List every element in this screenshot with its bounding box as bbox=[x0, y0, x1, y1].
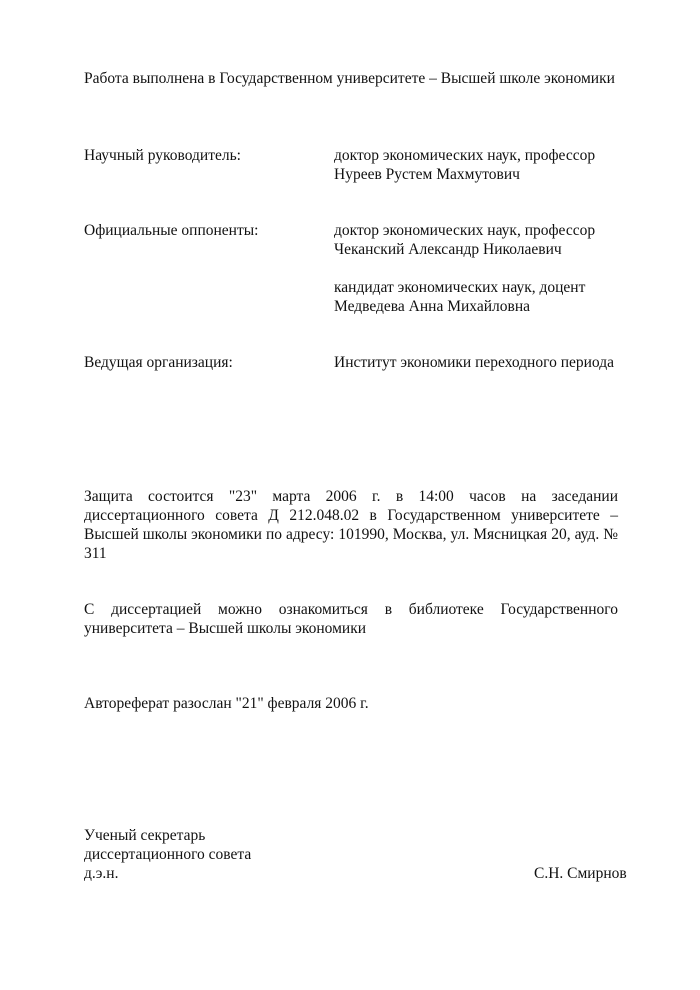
opponent-2 bbox=[334, 278, 585, 316]
sent-date: Автореферат разослан "21" февраля 2006 г. bbox=[84, 695, 369, 712]
supervisor-info bbox=[334, 146, 595, 184]
signature-name: С.Н. Смирнов bbox=[534, 865, 627, 882]
supervisor-label: Научный руководитель: bbox=[84, 147, 241, 164]
opponents-label: Официальные оппоненты: bbox=[84, 222, 259, 239]
opponent-1 bbox=[334, 221, 595, 259]
opponent-1-name: Чеканский Александр Николаевич bbox=[334, 241, 562, 258]
signature-role-line2: диссертационного совета bbox=[84, 846, 252, 863]
supervisor-name: Нуреев Рустем Махмутович bbox=[334, 166, 520, 183]
intro-paragraph: Работа выполнена в Государственном университете – Высшей школе экономики bbox=[84, 70, 615, 87]
defense-paragraph: Защита состоится "23" марта 2006 г. в 14:00 часов на заседании диссертационного совета Д 212.048.02 в Государственном университете – Высшей школы экономики по адресу: 101990, Москва, ул. Мясницкая 20, ауд. № 311 bbox=[84, 488, 618, 562]
opponent-1-title: доктор экономических наук, профессор bbox=[334, 222, 596, 239]
leading-org-label: Ведущая организация: bbox=[84, 354, 233, 371]
library-paragraph: С диссертацией можно ознакомиться в библиотеке Государственного университета – Высшей школы экономики bbox=[84, 601, 618, 637]
signature-block bbox=[84, 826, 251, 883]
leading-org-value: Институт экономики переходного периода bbox=[334, 354, 614, 371]
signature-degree: д.э.н. bbox=[84, 865, 119, 882]
supervisor-title: доктор экономических наук, профессор bbox=[334, 147, 596, 164]
opponent-2-title: кандидат экономических наук, доцент bbox=[334, 279, 586, 296]
signature-role-line1: Ученый секретарь bbox=[84, 827, 206, 844]
opponent-2-name: Медведева Анна Михайловна bbox=[334, 298, 530, 315]
